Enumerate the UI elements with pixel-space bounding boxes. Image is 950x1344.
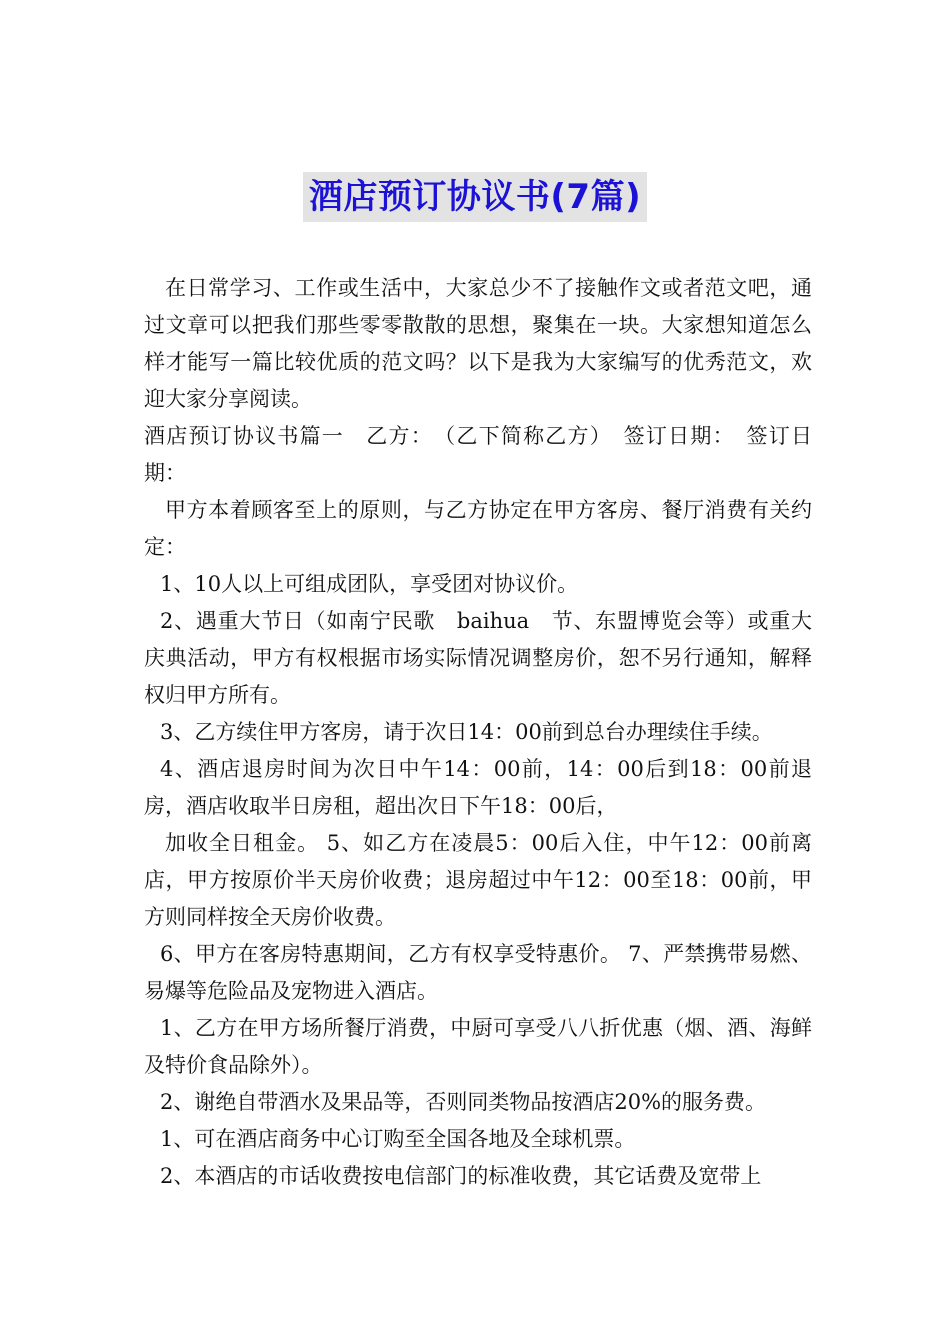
clause-paragraph: 1、可在酒店商务中心订购至全国各地及全球机票。 xyxy=(160,1127,636,1151)
clause-paragraph: 2、谢绝自带酒水及果品等，否则同类物品按酒店20%的服务费。 xyxy=(160,1090,767,1114)
preamble-paragraph: 甲方本着顾客至上的原则，与乙方协定在甲方客房、餐厅消费有关约定： xyxy=(144,498,812,559)
clause-paragraph: 1、10人以上可组成团队，享受团对协议价。 xyxy=(160,572,579,596)
document-title: 酒店预订协议书(7篇) xyxy=(303,172,647,222)
clause-paragraph: 加收全日租金。 5、如乙方在凌晨5：00后入住，中午12：00前离店，甲方按原价半天房价收费；退房超过中午12：00至18：00前，甲方则同样按全天房价收费。 xyxy=(144,831,812,929)
document-body xyxy=(144,270,812,1195)
title-container xyxy=(0,172,950,222)
clause-paragraph: 6、甲方在客房特惠期间，乙方有权享受特惠价。 7、严禁携带易燃、易爆等危险品及宠物进入酒店。 xyxy=(144,942,812,1003)
clause-paragraph: 4、酒店退房时间为次日中午14：00前，14：00后到18：00前退房，酒店收取半日房租，超出次日下午18：00后， xyxy=(144,757,812,818)
clause-paragraph: 2、本酒店的市话收费按电信部门的标准收费，其它话费及宽带上 xyxy=(160,1164,762,1188)
clause-paragraph: 1、乙方在甲方场所餐厅消费，中厨可享受八八折优惠（烟、酒、海鲜及特价食品除外）。 xyxy=(144,1016,812,1077)
clause-paragraph: 2、遇重大节日（如南宁民歌 baihua 节、东盟博览会等）或重大庆典活动，甲方有权根据市场实际情况调整房价，恕不另行通知，解释权归甲方所有。 xyxy=(144,609,812,707)
section-heading-line: 酒店预订协议书篇一 乙方： （乙下简称乙方） 签订日期： 签订日期： xyxy=(144,424,812,485)
clause-paragraph: 3、乙方续住甲方客房，请于次日14：00前到总台办理续住手续。 xyxy=(160,720,773,744)
intro-paragraph: 在日常学习、工作或生活中，大家总少不了接触作文或者范文吧，通过文章可以把我们那些零零散散的思想，聚集在一块。大家想知道怎么样才能写一篇比较优质的范文吗？以下是我为大家编写的优秀范文，欢迎大家分享阅读。 xyxy=(144,276,812,411)
